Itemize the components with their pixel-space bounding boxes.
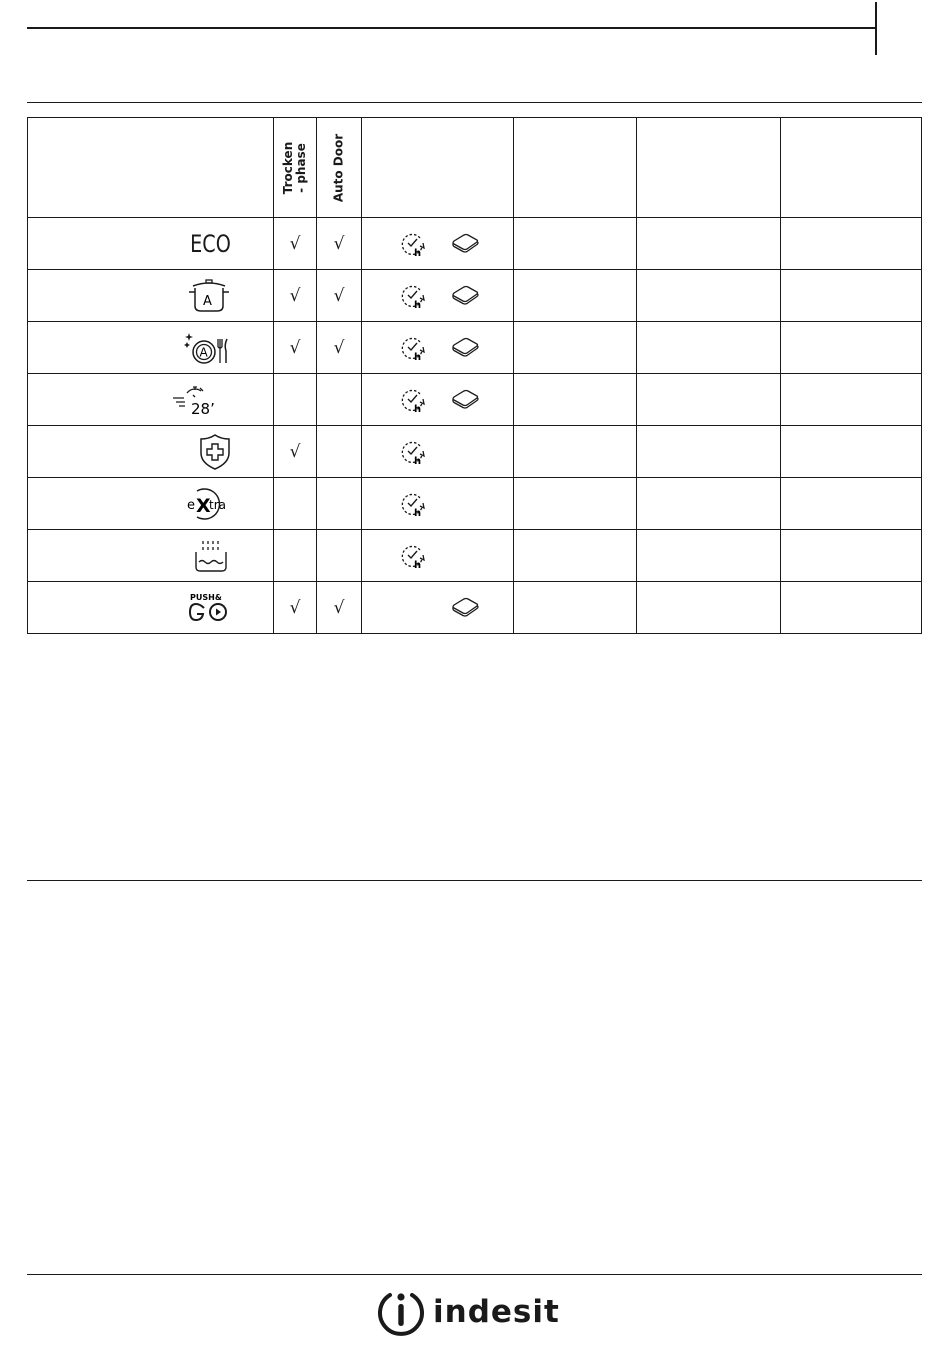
program-cell — [28, 582, 274, 634]
timer-icon — [400, 232, 428, 258]
table-row — [28, 530, 922, 582]
auto-sparkle-cutlery-icon — [183, 329, 231, 367]
table-row — [28, 270, 922, 322]
autodoor-check — [317, 478, 362, 530]
program-table — [27, 117, 922, 634]
empty-cell — [514, 374, 637, 426]
empty-cell — [637, 478, 781, 530]
eco-label: ECO — [190, 229, 231, 258]
program-cell — [28, 218, 274, 270]
empty-cell — [637, 530, 781, 582]
autodoor-check — [317, 426, 362, 478]
empty-cell — [637, 270, 781, 322]
svg-text:A: A — [199, 345, 208, 359]
table-row — [28, 426, 922, 478]
empty-cell — [514, 530, 637, 582]
trocken-check — [274, 374, 317, 426]
svg-text:h: h — [414, 300, 422, 310]
svg-text:h: h — [414, 560, 422, 570]
section-rule-top — [27, 102, 922, 103]
header-autodoor-label: Auto Door — [331, 133, 346, 202]
quick-28-label: 28’ — [191, 399, 215, 417]
trocken-check: √ — [274, 582, 317, 634]
header-trocken — [274, 118, 317, 218]
empty-cell — [637, 218, 781, 270]
header-col5 — [514, 118, 637, 218]
empty-cell — [514, 582, 637, 634]
empty-cell — [781, 322, 922, 374]
push-and-go-label: PUSH& — [190, 592, 222, 602]
empty-cell — [781, 582, 922, 634]
options-cell — [362, 374, 514, 426]
autodoor-check: √ — [317, 582, 362, 634]
timer-icon — [400, 492, 428, 518]
empty-cell — [514, 270, 637, 322]
autodoor-check — [317, 374, 362, 426]
options-cell — [362, 530, 514, 582]
trocken-check: √ — [274, 218, 317, 270]
autodoor-check: √ — [317, 218, 362, 270]
table-header-row — [28, 118, 922, 218]
quick-28-icon — [171, 383, 231, 417]
program-cell — [28, 374, 274, 426]
push-and-go-icon — [187, 591, 231, 625]
autodoor-check: √ — [317, 322, 362, 374]
program-cell — [28, 478, 274, 530]
tablet-icon — [450, 337, 480, 357]
options-cell — [362, 478, 514, 530]
header-trocken-line2: - phase — [294, 142, 308, 193]
section-rule-bottom — [27, 1274, 922, 1275]
timer-icon — [400, 544, 428, 570]
options-cell — [362, 582, 514, 634]
empty-cell — [781, 530, 922, 582]
options-cell — [362, 270, 514, 322]
extra-e: e — [187, 497, 195, 513]
indesit-logo-icon — [374, 1285, 428, 1339]
svg-text:h: h — [414, 456, 422, 466]
section-rule-middle — [27, 880, 922, 881]
header-autodoor — [317, 118, 362, 218]
header-trocken-line1: Trocken — [281, 141, 295, 194]
autodoor-check — [317, 530, 362, 582]
autodoor-check: √ — [317, 270, 362, 322]
empty-cell — [781, 426, 922, 478]
trocken-check — [274, 478, 317, 530]
table-row — [28, 322, 922, 374]
program-cell — [28, 530, 274, 582]
header-program — [28, 118, 274, 218]
empty-cell — [637, 322, 781, 374]
options-cell — [362, 322, 514, 374]
empty-cell — [637, 582, 781, 634]
svg-text:A: A — [203, 293, 212, 309]
brand-wordmark: indesit — [433, 1294, 560, 1330]
empty-cell — [637, 374, 781, 426]
trocken-check: √ — [274, 426, 317, 478]
empty-cell — [781, 374, 922, 426]
svg-text:h: h — [414, 404, 422, 414]
hygiene-shield-icon — [199, 433, 231, 471]
program-cell — [28, 426, 274, 478]
tablet-icon — [450, 285, 480, 305]
svg-text:h: h — [414, 248, 422, 258]
extra-tra: tra — [209, 497, 226, 512]
timer-icon — [400, 284, 428, 310]
table-row — [28, 218, 922, 270]
empty-cell — [514, 218, 637, 270]
soak-icon — [191, 538, 231, 574]
options-cell — [362, 426, 514, 478]
extra-x: X — [196, 494, 211, 517]
brand-logo — [374, 1285, 560, 1339]
options-cell — [362, 218, 514, 270]
tablet-icon — [450, 597, 480, 617]
empty-cell — [781, 270, 922, 322]
table-row — [28, 478, 922, 530]
header-col6 — [637, 118, 781, 218]
trocken-check: √ — [274, 322, 317, 374]
tablet-icon — [450, 233, 480, 253]
top-rule — [27, 27, 875, 29]
empty-cell — [514, 478, 637, 530]
empty-cell — [514, 322, 637, 374]
table-row — [28, 582, 922, 634]
tablet-icon — [450, 389, 480, 409]
program-cell — [28, 270, 274, 322]
header-options — [362, 118, 514, 218]
extra-icon — [187, 486, 231, 522]
timer-icon — [400, 336, 428, 362]
auto-pot-icon — [187, 278, 231, 314]
svg-text:h: h — [414, 352, 422, 362]
table-row — [28, 374, 922, 426]
empty-cell — [514, 426, 637, 478]
program-cell — [28, 322, 274, 374]
header-col7 — [781, 118, 922, 218]
svg-text:h: h — [414, 508, 422, 518]
timer-icon — [400, 440, 428, 466]
timer-icon — [400, 388, 428, 414]
trocken-check: √ — [274, 270, 317, 322]
empty-cell — [781, 478, 922, 530]
empty-cell — [781, 218, 922, 270]
top-corner-tick — [875, 2, 877, 55]
trocken-check — [274, 530, 317, 582]
empty-cell — [637, 426, 781, 478]
